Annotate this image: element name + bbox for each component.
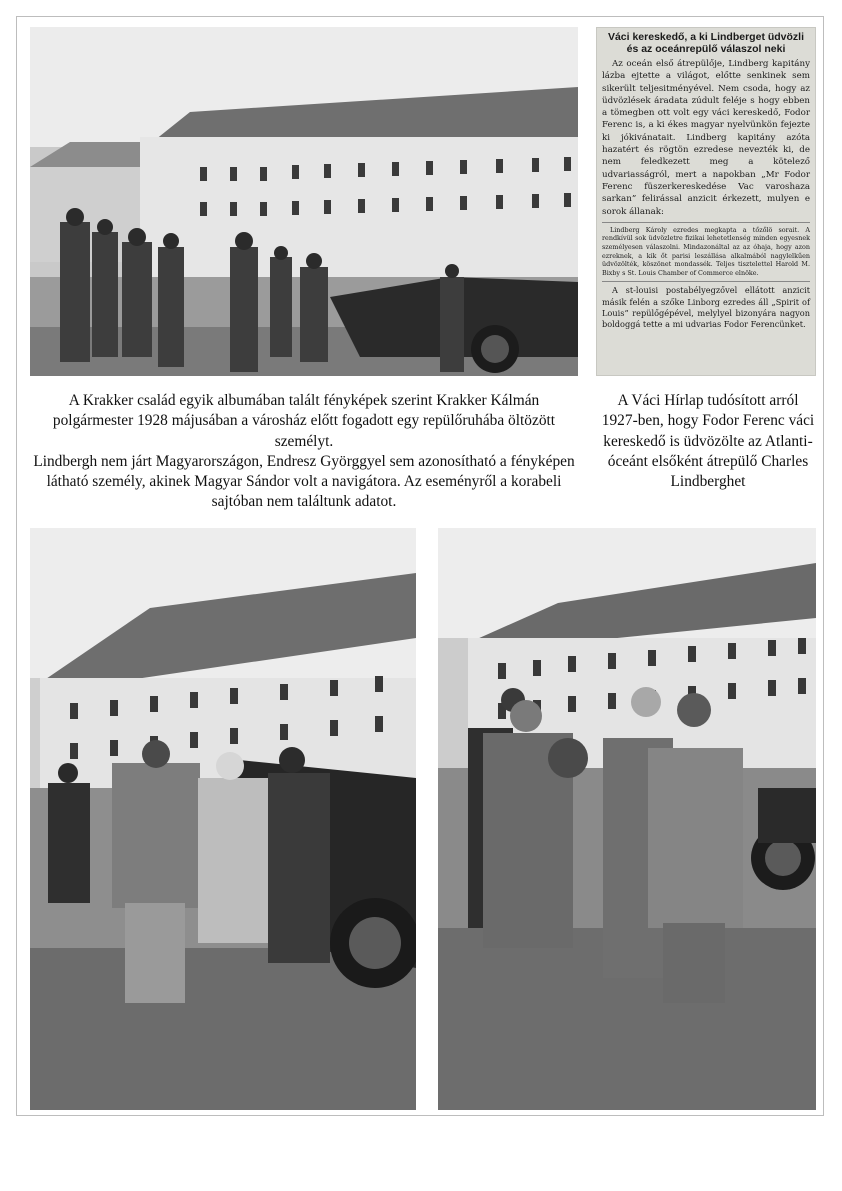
clipping-paragraph: A st-louisi postabélyegzővel ellátott anzicit másik felén a szőke Linborg ezredes áll „Spirit of Louis” repülőgépével, melylyel bizonyára nagyon boldoggá tette a mi udvarias Fodor Ferencünket. [602, 281, 810, 330]
caption-krakker-photos [30, 391, 578, 513]
photo-town-hall-crowd [30, 27, 578, 376]
clipping-paragraph: Az oceán első átrepülője, Lindberg kapitány lázba ejtette a világot, előtte senkinek sem sikerült teljesitményével. Nem csoda, hogy az üdvözlések áradata zúdult feléje s hogy ebben a tömegben ott volt egy váci kereskedő, Fodor Ferenc is, a ki ékes magyar nyelvünkön fejezte ki jókivánatait. Lindberg kapitány azóta hazatért és rögtön ezredese nevezték ki, de nem feledkezett meg a kötelező udvariasságról, mert a napokban „Mr Fodor Ferenc füszerkereskedése Vac varoshaza sarkan” felirással anzicit érkezett, mulyen e sorok állanak: [602, 59, 810, 217]
photo-aviator-by-car [30, 528, 416, 1110]
photo-greeting-with-flowers [438, 528, 816, 1110]
newspaper-clipping [596, 27, 816, 376]
caption-paragraph: Lindbergh nem járt Magyarországon, Endresz Györggyel sem azonosítható a fényképen látható személy, akinek Magyar Sándor volt a navigátora. Az eseményről a korabeli sajtóban nem találtunk adatot. [33, 452, 575, 511]
clipping-headline: Váci kereskedő, a ki Lindberget üdvözli és az oceánrepülő válaszol neki [607, 31, 805, 55]
caption-vaci-hirlap [600, 391, 816, 492]
caption-paragraph: A Krakker család egyik albumában talált fényképek szerint Krakker Kálmán polgármester 1928 májusában a városház előtt fogadott egy repülőruhába öltözött személyt. [52, 392, 556, 450]
clipping-letter-text: Lindberg Károly ezredes megkapta a tőzőlö sorait. A rendkívül sok üdvözletre fizikai lehetetlenség minden egyesnek személyesen válaszolni. Mindazonáltal az az óhaja, hogy azon ezreknek, a kik őt parisi leszállása alkalmából nagylelkűen üdvözölték, köszönet mondassék. Teljes tisztelettel Harold M. Bixby s St. Louis Chamber of Commerce elnöke. [602, 222, 810, 278]
caption-paragraph: A Váci Hírlap tudósított arról 1927-ben, hogy Fodor Ferenc váci kereskedő is üdvözölte az Atlanti-óceánt elsőként átrepülő Charles Lindberghet [601, 392, 815, 491]
